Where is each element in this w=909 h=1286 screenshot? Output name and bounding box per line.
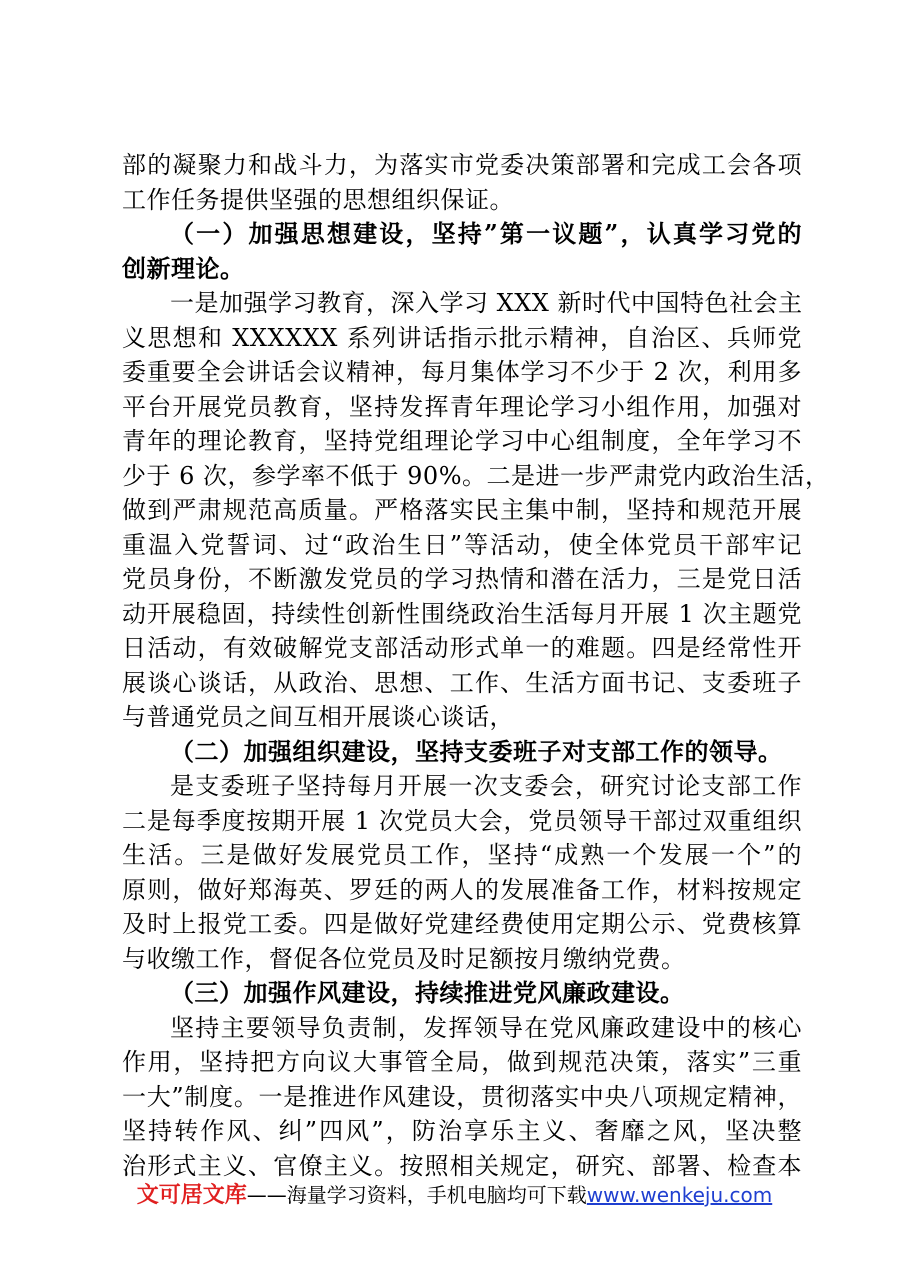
document-body bbox=[122, 148, 830, 1183]
text-line: 一是加强学习教育，深入学习 XXX 新时代中国特色社会主 bbox=[170, 289, 803, 317]
text-line: 及时上报党工委。四是做好党建经费使用定期公示、党费核算 bbox=[122, 910, 802, 938]
section-heading bbox=[122, 976, 802, 1011]
text-line: 坚持转作风、纠”四风”，防治享乐主义、奢靡之风，坚决整 bbox=[122, 1117, 802, 1145]
text-line: 日活动，有效破解党支部活动形式单一的难题。四是经常性开 bbox=[122, 634, 802, 662]
text-line: 工作任务提供坚强的思想组织保证。 bbox=[122, 185, 514, 214]
text-line: 坚持主要领导负责制，发挥领导在党风廉政建设中的核心 bbox=[170, 1013, 802, 1042]
text-line: 展谈心谈话，从政治、思想、工作、生活方面书记、支委班子 bbox=[122, 668, 802, 697]
text-line: 治形式主义、官僚主义。按照相关规定，研究、部署、检查本 bbox=[122, 1151, 802, 1180]
text-line: 一大”制度。一是推进作风建设，贯彻落实中央八项规定精神， bbox=[122, 1082, 802, 1111]
text-line: 生活。三是做好发展党员工作，坚持“成熟一个发展一个”的 bbox=[122, 841, 802, 869]
footer-link[interactable]: www.wenkeju.com bbox=[586, 1183, 773, 1207]
paragraph bbox=[122, 769, 802, 976]
text-line: 义思想和 XXXXXX 系列讲话指示批示精神，自治区、兵师党 bbox=[122, 323, 802, 352]
paragraph bbox=[122, 286, 830, 735]
text-line: 与普通党员之间互相开展谈心谈话， bbox=[122, 703, 514, 731]
text-line: 平台开展党员教育，坚持发挥青年理论学习小组作用，加强对 bbox=[122, 392, 802, 421]
section-heading bbox=[122, 217, 802, 286]
text-line: （二）加强组织建设，坚持支委班子对支部工作的领导。 bbox=[170, 736, 783, 766]
text-line: （一）加强思想建设，坚持”第一议题”，认真学习党的 bbox=[170, 219, 802, 248]
text-line: 原则，做好郑海英、罗廷的两人的发展准备工作，材料按规定 bbox=[122, 875, 802, 904]
text-line: 与收缴工作，督促各位党员及时足额按月缴纳党费。 bbox=[122, 944, 686, 973]
footer-tagline: ——海量学习资料，手机电脑均可下载 bbox=[246, 1183, 587, 1207]
text-line: 做到严肃规范高质量。严格落实民主集中制，坚持和规范开展 bbox=[122, 496, 802, 524]
text-line: 作用，坚持把方向议大事管全局，做到规范决策，落实”三重 bbox=[122, 1048, 802, 1076]
text-line: 二是每季度按期开展 1 次党员大会，党员领导干部过双重组织 bbox=[122, 806, 802, 835]
text-line: 党员身份，不断激发党员的学习热情和潜在活力，三是党日活 bbox=[122, 565, 802, 593]
text-line: 是支委班子坚持每月开展一次支委会，研究讨论支部工作 bbox=[170, 772, 802, 800]
text-line: 少于 6 次，参学率不低于 90%。二是进一步严肃党内政治生活， bbox=[122, 461, 830, 490]
text-line: 动开展稳固，持续性创新性围绕政治生活每月开展 1 次主题党 bbox=[122, 599, 802, 628]
paragraph bbox=[122, 1011, 802, 1184]
footer-banner bbox=[0, 1180, 909, 1211]
text-line: 委重要全会讲话会议精神，每月集体学习不少于 2 次，利用多 bbox=[122, 358, 802, 386]
footer-brand: 文可居文库 bbox=[136, 1183, 247, 1208]
text-line: 创新理论。 bbox=[122, 253, 245, 283]
text-line: 青年的理论教育，坚持党组理论学习中心组制度，全年学习不 bbox=[122, 427, 802, 455]
text-line: （三）加强作风建设，持续推进党风廉政建设。 bbox=[170, 978, 685, 1007]
section-heading bbox=[122, 735, 802, 770]
text-line: 重温入党誓词、过“政治生日”等活动，使全体党员干部牢记 bbox=[122, 530, 802, 559]
text-line: 部的凝聚力和战斗力，为落实市党委决策部署和完成工会各项 bbox=[122, 151, 802, 179]
paragraph bbox=[122, 148, 802, 217]
